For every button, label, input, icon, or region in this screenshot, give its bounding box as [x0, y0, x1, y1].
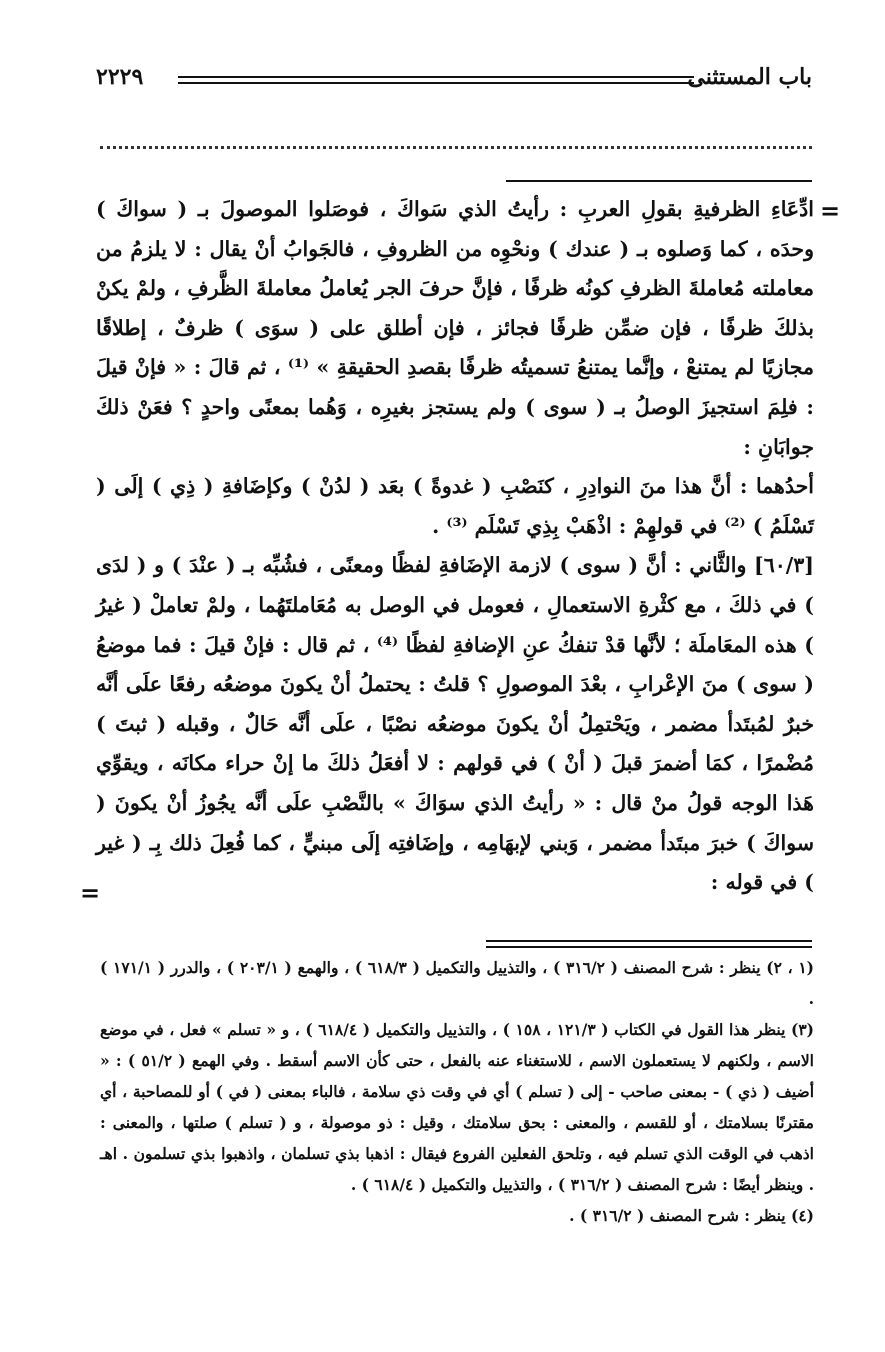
footnote-1-2: (١ ، ٢) ينظر : شرح المصنف ( ٣١٦/٢ ) ، والتذييل والتكميل ( ٦١٨/٣ ) ، والهمع ( ٢٠٣/١ ) ، والدرر ( ١٧١/١ ) . [100, 958, 814, 1008]
footnote-4: (٤) ينظر : شرح المصنف ( ٣١٦/٢ ) . [569, 1206, 814, 1225]
short-separator [506, 180, 812, 182]
page-header [96, 64, 812, 100]
main-text [96, 190, 814, 903]
continuation-mark-top: = [820, 196, 841, 225]
header-double-rule [178, 76, 694, 84]
footnote-separator [486, 940, 812, 948]
body-paragraph-1: ادِّعَاءِ الظرفيةِ بقولِ العربِ : رأيتُ الذي سَواكَ ، فوصَلوا الموصولَ بـ ( سواكَ ) وحدَه ، كما وَصلوه بـ ( عندك ) ونحْوِه من الظروفِ ، فالجَوابُ أنْ يقال : لا يلزمُ من معاملته مُعاملةَ الظرفِ كونُه ظرفًا ، فإنَّ حرفَ الجر يُعاملُ معاملةَ الظَّرفِ ، ولمْ يكنْ بذلكَ ظرفًا ، فإن ضمِّن ظرفًا فجائز ، فإن أطلق على ( سوَى ) ظرفٌ ، إطلاقًا مجازيًا لم يمتنعْ ، وإنَّما يمتنعُ تسميتُه ظرفًا بقصدِ الحقيقةِ » ⁽¹⁾ ، ثم قالَ : « فإنْ قيلَ : فلِمَ استجيزَ الوصلُ بـ ( سوى ) ولم يستجز بغيرِه ، وَهُما بمعنًى واحدٍ ؟ فعَنْ ذلكَ جوابَانِ : [96, 197, 815, 459]
page-number: ٢٢٢٩ [96, 64, 144, 90]
continuation-mark-bottom: = [80, 878, 101, 907]
body-paragraph-2: أحدُهما : أنَّ هذا منَ النوادِرِ ، كنَصْبِ ( غدوةً ) بعَد ( لدُنْ ) وكإضَافةِ ( ذِي ) إلَى ( تَسْلَمُ ) ⁽²⁾ في قولهِمْ : اذْهَبْ بِذِي تَسْلَم ⁽³⁾ . [96, 474, 814, 538]
body-paragraph-3: [٦٠/٣] والثَّاني : أنَّ ( سوى ) لازمة الإضَافةِ لفظًا ومعنًى ، فشُبِّه بـ ( عنْدَ ) و ( لدَى ) في ذلكَ ، مع كثْرةِ الاستعمالِ ، فعومل في الوصل به مُعَاملتَهُما ، ولمْ تعاملْ ( غيرُ ) هذه المعَاملَة ؛ لأنَّها قدْ تنفكُ عنِ الإضافةِ لفظًا ⁽⁴⁾ ، ثم قال : فإنْ قيلَ : فما موضعُ ( سوى ) منَ الإعْرابِ ، بعْدَ الموصولِ ؟ قلتُ : يحتملُ أنْ يكونَ موضعُه رفعًا علَى أنَّه خبرٌ لمُبتَدأ مضمر ، ويَحْتمِلُ أنْ يكونَ موضعُه نصْبًا ، علَى أنَّه حَالٌ ، وقبله ( ثبتَ ) مُضْمرًا ، كمَا أضمرَ قبلَ ( أنْ ) في قولهم : لا أفعَلُ ذلكَ ما إنْ حراء مكانَه ، ويقوِّي هَذا الوجه قولُ منْ قال : « رأيتُ الذي سوَاكَ » بالنَّصْبِ علَى أنَّه يجُوزُ أنْ يكونَ ( سواكَ ) خبرَ مبتَدأ مضمر ، وَبني لإبهَامِه ، وإضَافتِه إلَى مبنيٍّ ، كما فُعِلَ ذلك بِـ ( غير ) في قوله : [96, 553, 814, 895]
chapter-title: باب المستثنى [687, 64, 812, 90]
dotted-separator [100, 146, 812, 149]
footnotes [100, 952, 814, 1231]
footnote-3: (٣) ينظر هذا القول في الكتاب ( ١٢١/٣ ، ١٥٨ ) ، والتذييل والتكميل ( ٦١٨/٤ ) ، و « تسلم » فعل ، في موضع الاسم ، ولكنهم لا يستعملون الاسم ، للاستغناء عنه بالفعل ، حتى كأن الاسم أسقط . وفي الهمع ( ٥١/٢ ) : « أضيف ( ذي ) - بمعنى صاحب - إلى ( تسلم ) أي في وقت ذي سلامة ، فالباء بمعنى ( في ) أو للمصاحبة ، أي مقترنًا بسلامتك ، أو للقسم ، والمعنى : بحق سلامتك ، وقيل : ذو موصولة ، و ( تسلم ) صلتها ، والمعنى : اذهب في الوقت الذي تسلم فيه ، وتلحق الفعلين الفروع فيقال : اذهبا بذي تسلمان ، واذهبوا بذي تسلمون . اهـ . وينظر أيضًا : شرح المصنف ( ٣١٦/٢ ) ، والتذييل والتكميل ( ٦١٨/٤ ) . [100, 1020, 814, 1194]
